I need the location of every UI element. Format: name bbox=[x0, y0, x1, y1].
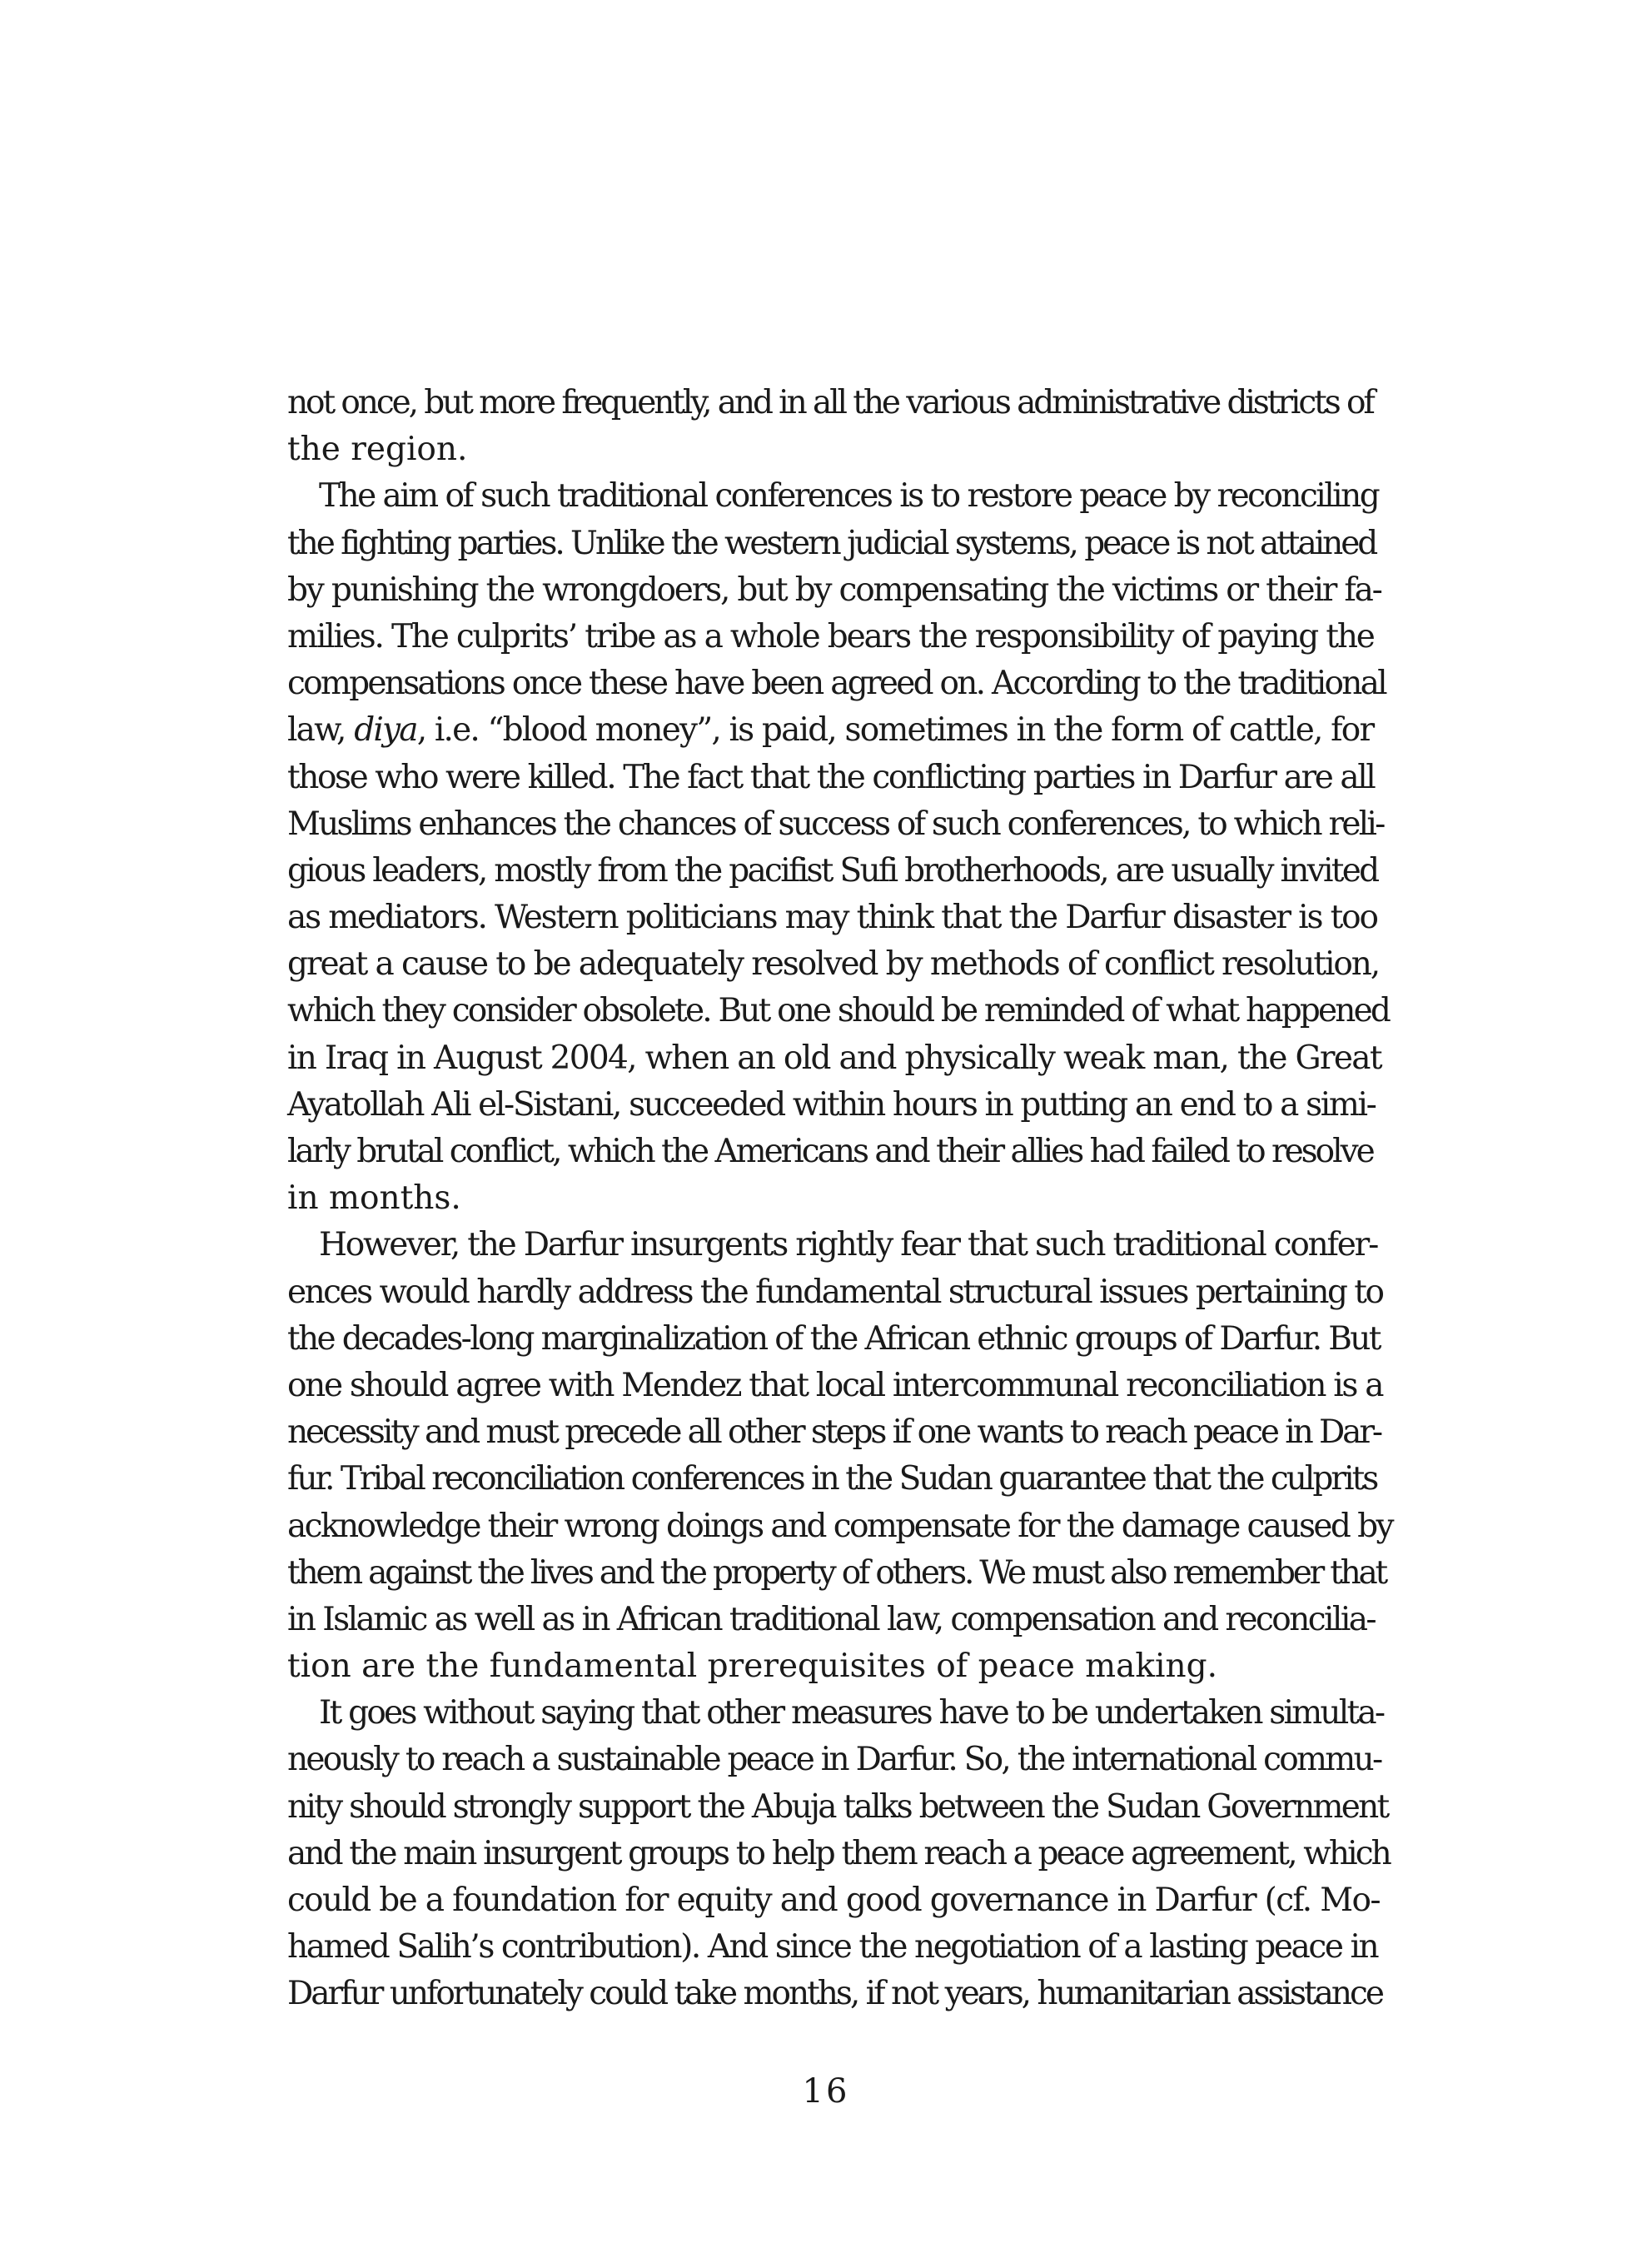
text-line: gious leaders, mostly from the pacifist Sufi brotherhoods, are usually invited bbox=[287, 851, 1378, 890]
text-line: ences would hardly address the fundamental structural issues pertaining to bbox=[287, 1273, 1383, 1311]
text-line: hamed Salih’s contribution). And since the negotiation of a lasting peace in bbox=[287, 1928, 1378, 1966]
text-line: larly brutal conflict, which the Americans and their allies had failed to resolve bbox=[287, 1133, 1373, 1170]
body-text bbox=[287, 380, 1392, 2018]
page-number: 16 bbox=[802, 2072, 850, 2111]
text-line: Muslims enhances the chances of success of such conferences, to which reli- bbox=[287, 805, 1384, 843]
text-line: which they consider obsolete. But one should be reminded of what happened bbox=[287, 992, 1390, 1030]
text-line: one should agree with Mendez that local intercommunal reconciliation is a bbox=[287, 1366, 1383, 1404]
text-line: by punishing the wrongdoers, but by compensating the victims or their fa- bbox=[287, 571, 1381, 609]
text-line: nity should strongly support the Abuja talks between the Sudan Government bbox=[287, 1787, 1388, 1826]
text-line: the region. bbox=[287, 431, 468, 469]
text-line: law, diya, i.e. “blood money”, is paid, sometimes in the form of cattle, for bbox=[287, 711, 1374, 750]
text-line: them against the lives and the property of others. We must also remember that bbox=[287, 1553, 1386, 1592]
text-line: neously to reach a sustainable peace in Darfur. So, the international commu- bbox=[287, 1741, 1381, 1779]
text-line: great a cause to be adequately resolved by methods of conflict resolution, bbox=[287, 945, 1380, 984]
text-line: However, the Darfur insurgents rightly fear that such traditional confer- bbox=[319, 1226, 1378, 1264]
text-line: the decades-long marginalization of the African ethnic groups of Darfur. But bbox=[287, 1319, 1380, 1358]
text-line: as mediators. Western politicians may think that the Darfur disaster is too bbox=[287, 899, 1377, 937]
text-line: in Iraq in August 2004, when an old and physically weak man, the Great bbox=[287, 1039, 1381, 1077]
text-line: in months. bbox=[287, 1179, 461, 1218]
text-line: fur. Tribal reconciliation conferences in the Sudan guarantee that the culprits bbox=[287, 1460, 1377, 1498]
text-line: not once, but more frequently, and in all the various administrative districts of bbox=[287, 384, 1373, 421]
text-line: compensations once these have been agreed on. According to the traditional bbox=[287, 665, 1386, 703]
text-line: the fighting parties. Unlike the western judicial systems, peace is not attained bbox=[287, 524, 1376, 562]
text-line: could be a foundation for equity and good governance in Darfur (cf. Mo- bbox=[287, 1882, 1380, 1919]
text-line: It goes without saying that other measures have to be undertaken simulta- bbox=[319, 1694, 1384, 1732]
text-line: Ayatollah Ali el-Sistani, succeeded within hours in putting an end to a simi- bbox=[287, 1085, 1376, 1124]
text-line: milies. The culprits’ tribe as a whole bears the responsibility of paying the bbox=[287, 617, 1374, 655]
italic-term: diya bbox=[354, 711, 417, 750]
text-line: those who were killed. The fact that the conflicting parties in Darfur are all bbox=[287, 758, 1375, 796]
text-line: and the main insurgent groups to help them reach a peace agreement, which bbox=[287, 1834, 1390, 1872]
text-line: acknowledge their wrong doings and compensate for the damage caused by bbox=[287, 1507, 1392, 1545]
text-line: necessity and must precede all other steps if one wants to reach peace in Dar- bbox=[287, 1413, 1381, 1452]
text-line: Darfur unfortunately could take months, if not years, humanitarian assistance bbox=[287, 1975, 1382, 2013]
text-line: The aim of such traditional conferences is to restore peace by reconciling bbox=[319, 477, 1379, 516]
text-line: tion are the fundamental prerequisites of peace making. bbox=[287, 1647, 1218, 1686]
text-line: in Islamic as well as in African traditional law, compensation and reconcilia- bbox=[287, 1600, 1376, 1638]
